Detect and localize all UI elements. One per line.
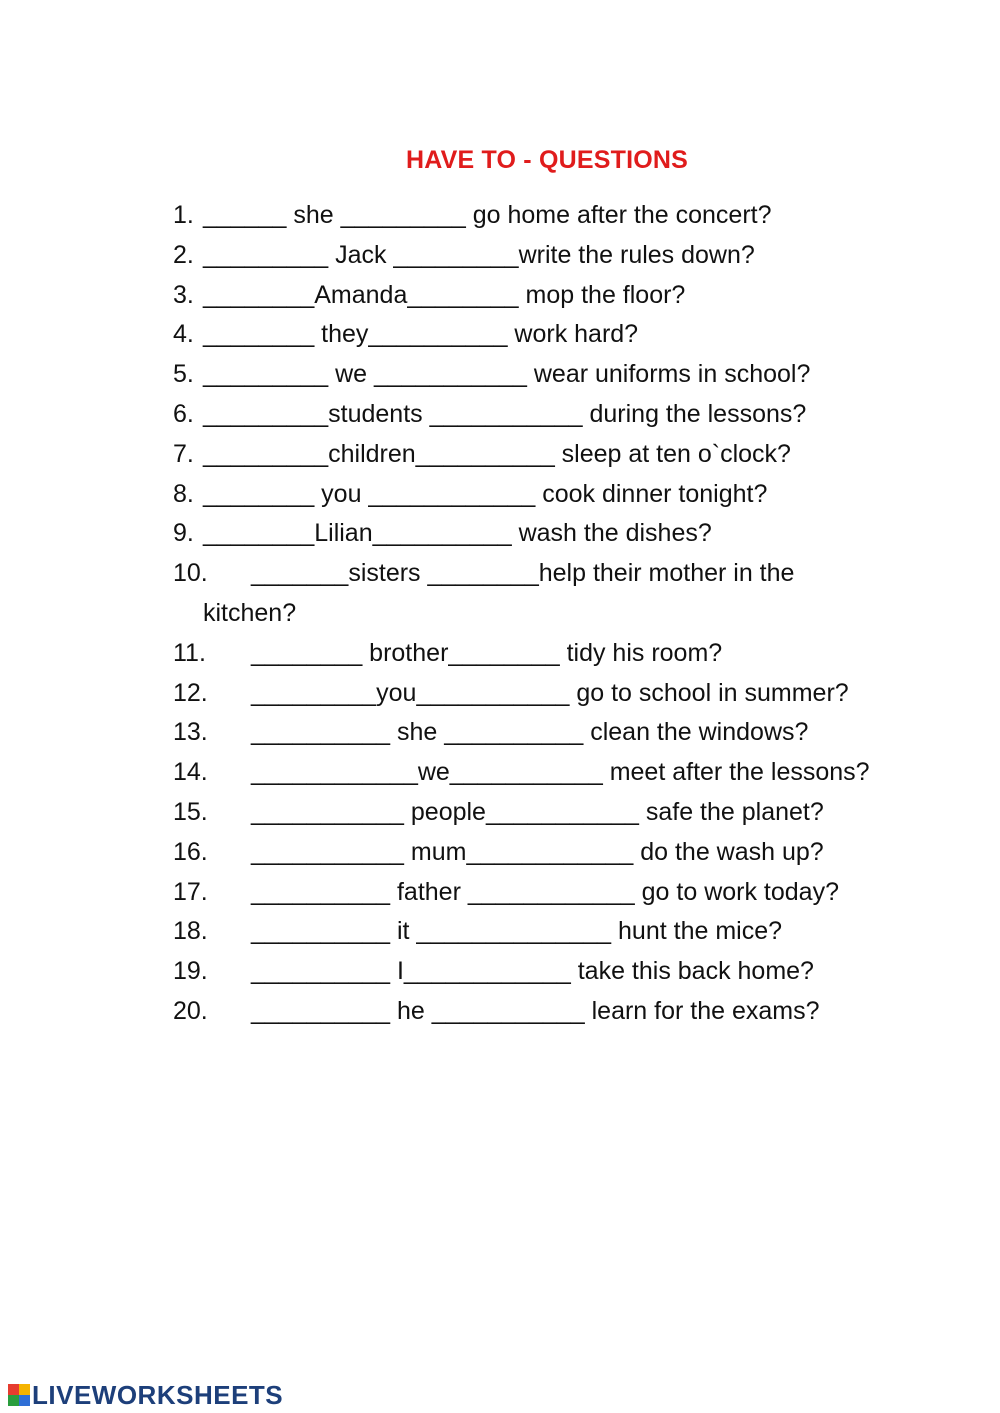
- question-text: _________ we ___________ wear uniforms in school?: [203, 360, 811, 389]
- question-number: 18.: [173, 917, 208, 946]
- logo-square-green: [8, 1395, 19, 1406]
- question-list: [173, 196, 973, 1032]
- question-item: [173, 952, 973, 992]
- liveworksheets-footer: [8, 1378, 283, 1412]
- question-item: [173, 873, 973, 913]
- question-text: _________ Jack _________write the rules down?: [203, 240, 755, 269]
- question-item: [173, 395, 973, 435]
- question-item: [173, 674, 973, 714]
- question-number: 15.: [173, 797, 208, 826]
- question-number: 3.: [173, 280, 194, 309]
- question-item: [173, 992, 973, 1032]
- question-number: 9.: [173, 519, 194, 548]
- question-number: 17.: [173, 877, 208, 906]
- question-item: [173, 196, 973, 236]
- question-item: [173, 713, 973, 753]
- question-number: 20.: [173, 996, 208, 1025]
- question-text: __________ I____________ take this back home?: [251, 957, 814, 986]
- question-number: 2.: [173, 240, 194, 269]
- question-text: ___________ mum____________ do the wash up?: [251, 837, 824, 866]
- question-number: 7.: [173, 439, 194, 468]
- question-number: 6.: [173, 399, 194, 428]
- question-text: ________ brother________ tidy his room?: [251, 638, 723, 667]
- question-text: __________ she __________ clean the windows?: [251, 718, 809, 747]
- question-number: 19.: [173, 957, 208, 986]
- question-number: 13.: [173, 718, 208, 747]
- question-item: [173, 475, 973, 515]
- liveworksheets-brand-text: LIVEWORKSHEETS: [32, 1379, 284, 1410]
- question-number: 8.: [173, 479, 194, 508]
- question-item: [173, 912, 973, 952]
- question-number: 14.: [173, 758, 208, 787]
- worksheet-title: HAVE TO - QUESTIONS: [405, 146, 689, 174]
- question-text-continuation: kitchen?: [203, 598, 297, 627]
- question-number: 12.: [173, 678, 208, 707]
- question-number: 11.: [173, 638, 206, 667]
- question-text: __________ father ____________ go to work today?: [251, 877, 839, 906]
- question-text: ________Amanda________ mop the floor?: [203, 280, 686, 309]
- question-item: [173, 554, 973, 634]
- question-item: [173, 315, 973, 355]
- question-text: ___________ people___________ safe the planet?: [251, 797, 824, 826]
- question-number: 16.: [173, 837, 208, 866]
- question-text: ______ she _________ go home after the concert?: [203, 201, 772, 229]
- question-text: __________ he ___________ learn for the exams?: [251, 996, 820, 1025]
- question-text: ________ you ____________ cook dinner tonight?: [203, 479, 768, 508]
- question-number: 10.: [173, 559, 208, 588]
- question-item: [173, 355, 973, 395]
- question-item: [173, 435, 973, 475]
- question-number: 1.: [173, 201, 194, 229]
- question-item: [173, 276, 973, 316]
- question-text: _________students ___________ during the lessons?: [203, 399, 807, 428]
- logo-square-blue: [19, 1395, 30, 1406]
- question-text: ________ they__________ work hard?: [203, 320, 639, 349]
- question-text: ____________we___________ meet after the lessons?: [251, 758, 870, 787]
- logo-square-yellow: [19, 1384, 30, 1395]
- logo-square-red: [8, 1384, 19, 1395]
- question-text: _______sisters ________help their mother in the: [251, 559, 795, 588]
- liveworksheets-logo-icon: [8, 1384, 30, 1406]
- question-item: [173, 514, 973, 554]
- question-text: __________ it ______________ hunt the mice?: [251, 917, 783, 946]
- question-item: [173, 833, 973, 873]
- question-text: _________you___________ go to school in summer?: [251, 678, 849, 707]
- question-number: 4.: [173, 320, 194, 349]
- question-item: [173, 236, 973, 276]
- question-text: ________Lilian__________ wash the dishes?: [203, 519, 712, 548]
- question-text: _________children__________ sleep at ten o`clock?: [203, 439, 791, 468]
- question-item: [173, 634, 973, 674]
- question-item: [173, 793, 973, 833]
- question-item: [173, 753, 973, 793]
- question-number: 5.: [173, 360, 194, 389]
